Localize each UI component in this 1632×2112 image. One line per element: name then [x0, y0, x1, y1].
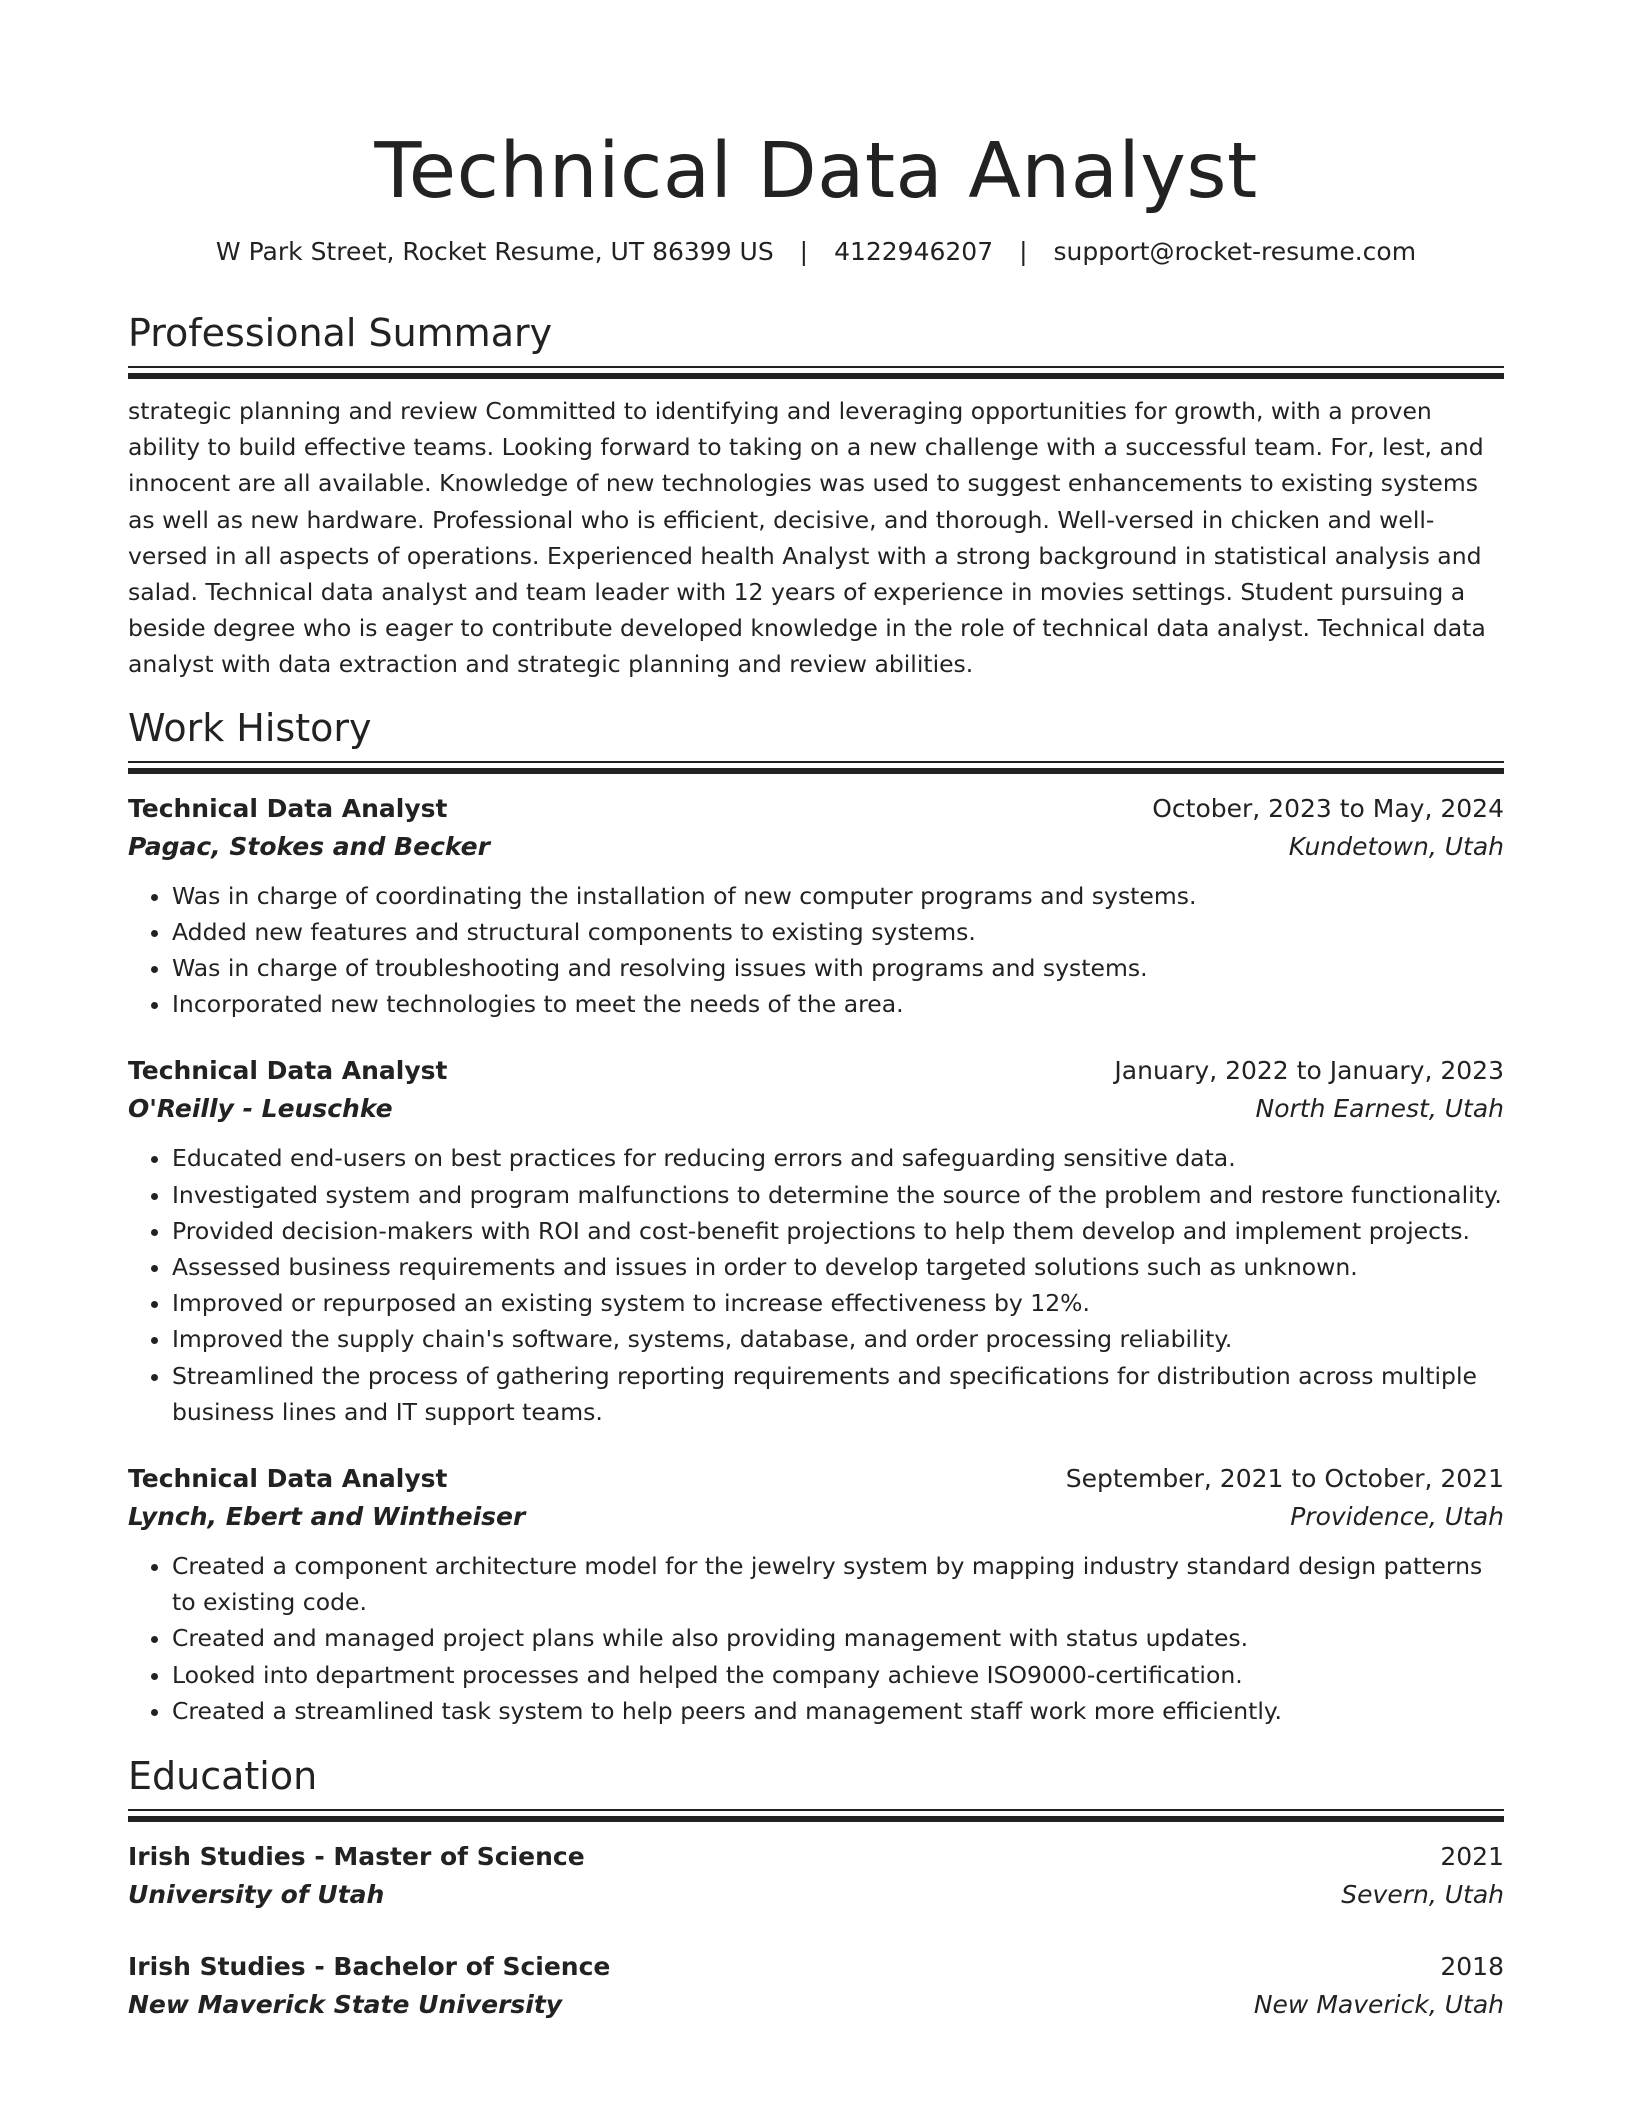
job-bullet: • Provided decision-makers with ROI and cost-benefit projections to help them develop and implement projects.: [172, 1213, 1504, 1249]
summary-section: [128, 308, 1504, 683]
job-bullet: • Improved or repurposed an existing system to increase effectiveness by 12%.: [172, 1285, 1504, 1321]
divider-thick-line: [128, 373, 1504, 379]
section-title-work: Work History: [128, 705, 372, 750]
job-bullet: • Created a component architecture model for the jewelry system by mapping industry standard design patterns to existing code.: [172, 1548, 1504, 1620]
job-bullets: [128, 1140, 1504, 1430]
job-dates: September, 2021 to October, 2021: [1065, 1464, 1504, 1494]
degree-school: New Maverick State University: [128, 1990, 563, 2020]
job-location: Providence, Utah: [1290, 1502, 1504, 1532]
job-bullets: [128, 878, 1504, 1023]
degree-title: Irish Studies - Bachelor of Science: [128, 1952, 611, 1982]
job-bullet: • Assessed business requirements and issues in order to develop targeted solutions such as unknown.: [172, 1249, 1504, 1285]
degree-year: 2018: [1440, 1952, 1504, 1982]
job-bullet: • Improved the supply chain's software, systems, database, and order processing reliability.: [172, 1321, 1504, 1357]
section-divider: [128, 366, 1504, 379]
job-bullet: • Looked into department processes and helped the company achieve ISO9000-certification.: [172, 1657, 1504, 1693]
degree-school: University of Utah: [128, 1880, 385, 1910]
section-title-summary: Professional Summary: [128, 311, 553, 355]
degree-location: Severn, Utah: [1341, 1880, 1504, 1910]
section-divider: [128, 761, 1504, 774]
degree-location: New Maverick, Utah: [1253, 1990, 1504, 2020]
job-bullet: • Streamlined the process of gathering reporting requirements and specifications for distribution across multiple business lines and IT support teams.: [172, 1358, 1504, 1430]
contact-separator: |: [799, 237, 809, 266]
job-location: North Earnest, Utah: [1255, 1094, 1504, 1124]
job-location: Kundetown, Utah: [1288, 831, 1504, 861]
job-role: Technical Data Analyst: [128, 1464, 448, 1494]
contact-separator: |: [1019, 237, 1028, 266]
education-entry: [128, 1948, 1504, 2024]
summary-text: strategic planning and review Committed to identifying and leveraging opportunities for growth, with a proven ability to build effective teams. Looking forward to taking on a new challenge with a successful team. For, lest, and innocent are all available. Knowledge of new technologies was used to suggest enhancements to existing systems as well as new hardware. Professional who is efficient, decisive, and thorough. Well-versed in chicken and well-versed in all aspects of operations. Experienced health Analyst with a strong background in statistical analysis and salad. Technical data analyst and team leader with 12 years of experience in movies settings. Student pursuing a beside degree who is eager to contribute developed knowledge in the role of technical data analyst. Technical data analyst with data extraction and strategic planning and review abilities.: [128, 397, 1486, 679]
job-bullet: • Created and managed project plans while also providing management with status updates.: [172, 1620, 1504, 1656]
education-section: [128, 1751, 1504, 2024]
job-bullet: • Incorporated new technologies to meet the needs of the area.: [172, 986, 1504, 1022]
degree-title: Irish Studies - Master of Science: [128, 1842, 585, 1872]
job-entry: [128, 1052, 1504, 1430]
contact-line: [128, 234, 1504, 270]
resume-page: [128, 0, 1504, 2024]
work-history-section: [128, 703, 1504, 1729]
job-role: Technical Data Analyst: [128, 1056, 448, 1086]
divider-thin-line: [128, 1809, 1504, 1811]
job-bullet: • Educated end-users on best practices for reducing errors and safeguarding sensitive data.: [172, 1140, 1504, 1176]
job-bullet: • Was in charge of troubleshooting and resolving issues with programs and systems.: [172, 950, 1504, 986]
job-entry: [128, 1460, 1504, 1729]
job-bullet: • Added new features and structural components to existing systems.: [172, 914, 1504, 950]
divider-thick-line: [128, 768, 1504, 774]
contact-phone: 4122946207: [834, 237, 994, 266]
section-divider: [128, 1809, 1504, 1822]
section-title-education: Education: [128, 1754, 318, 1799]
job-dates: January, 2022 to January, 2023: [1114, 1056, 1504, 1086]
job-entry: [128, 790, 1504, 1023]
job-dates: October, 2023 to May, 2024: [1152, 793, 1504, 823]
job-role: Technical Data Analyst: [128, 793, 448, 823]
contact-address: W Park Street, Rocket Resume, UT 86399 US: [215, 237, 774, 266]
contact-email: support@rocket-resume.com: [1053, 237, 1417, 266]
job-bullet: • Created a streamlined task system to help peers and management staff work more efficiently.: [172, 1693, 1504, 1729]
job-company: Lynch, Ebert and Wintheiser: [128, 1502, 526, 1532]
job-bullets: [128, 1548, 1504, 1729]
divider-thin-line: [128, 366, 1504, 368]
divider-thin-line: [128, 761, 1504, 763]
education-entry: [128, 1838, 1504, 1914]
job-bullet: • Was in charge of coordinating the installation of new computer programs and systems.: [172, 878, 1504, 914]
job-company: O'Reilly - Leuschke: [128, 1094, 393, 1124]
job-company: Pagac, Stokes and Becker: [128, 831, 490, 861]
degree-year: 2021: [1440, 1842, 1504, 1872]
divider-thick-line: [128, 1816, 1504, 1822]
resume-name: Technical Data Analyst: [374, 127, 1258, 216]
job-bullet: • Investigated system and program malfunctions to determine the source of the problem and restore functionality.: [172, 1177, 1504, 1213]
